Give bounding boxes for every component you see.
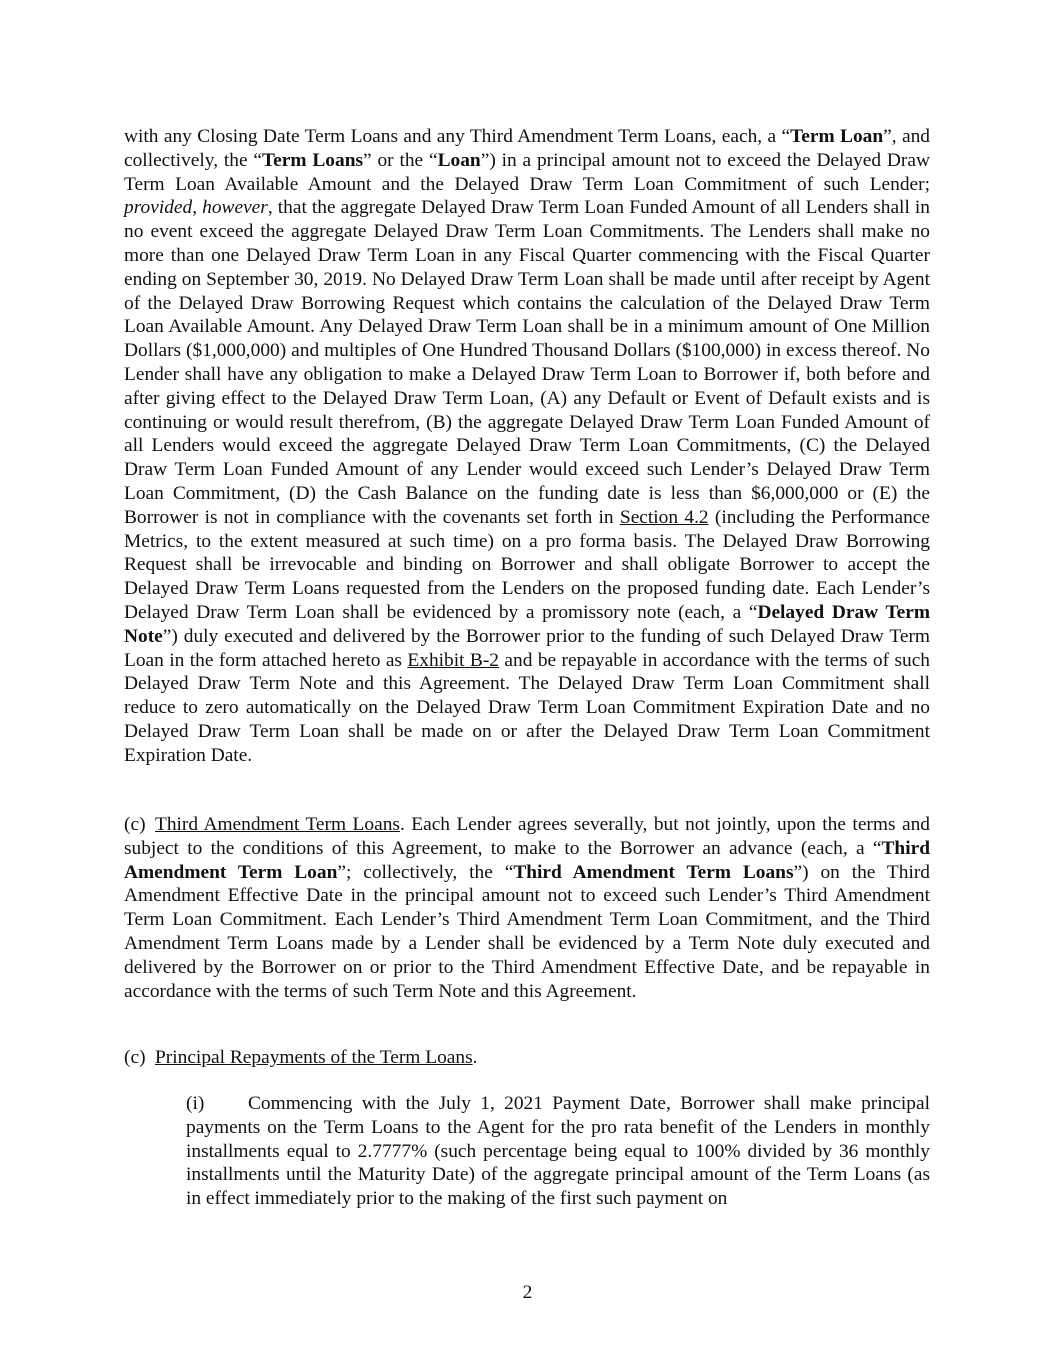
paragraph-principal-repayments [124,1046,930,1070]
defined-term: Loan [437,149,481,171]
defined-term: Term Loan [790,126,884,147]
text: . Each Lender agrees severally, but not jointly, upon the terms and subject to the conditions of this Agreement, to make to the Borrower an advance (each, a “ [124,814,930,859]
defined-term: Delayed Draw Term Note [124,601,930,647]
paragraph-third-amendment-term-loans [124,813,930,1003]
text: ”; collectively, the “ [337,861,514,883]
cross-reference: Exhibit B-2 [407,649,499,671]
subsection-label: (i) [186,1093,205,1114]
emphasis: provided [124,197,193,219]
text: (including the Performance Metrics, to the extent measured at such time) on a pro forma basis. The Delayed Draw Borrowing Request shall be irrevocable and binding on Borrower and shall obligate Borrower to accept the Delayed Draw Term Loans requested from the Lenders on the proposed funding date. Each Lender’s Delayed Draw Term Loan shall be evidenced by a promissory note (each, a “ [124,506,931,623]
text: ”) duly executed and delivered by the Borrower prior to the funding of such Delayed Draw Term Loan in the form attached hereto as [124,625,930,671]
text: Commencing with the July 1, 2021 Payment Date, Borrower shall make principal payments on the Term Loans to the Agent for the pro rata benefit of the Lenders in monthly installments equal to 2.7777% (such percentage being equal to 100% divided by 36 monthly installments until the Maturity Date) of the aggregate principal amount of the Term Loans (as in effect immediately prior to the making of the first such payment on [186,1093,930,1210]
subparagraph-i [186,1092,930,1211]
cross-reference: Section 4.2 [619,506,709,528]
section-heading: Principal Repayments of the Term Loans [155,1047,473,1068]
defined-term: Term Loans [262,149,364,171]
text: with any Closing Date Term Loans and any Third Amendment Term Loans, each, a “ [124,126,791,147]
page-number: 2 [522,1282,533,1303]
text: , [192,197,203,219]
text: ”) in a principal amount not to exceed the Delayed Draw Term Loan Available Amount and the Delayed Draw Term Loan Commitment of such Lender; [124,149,930,195]
section-heading: Third Amendment Term Loans [155,814,400,835]
paragraph-delayed-draw-term-loans [124,125,930,768]
emphasis: however [202,197,268,219]
text: and be repayable in accordance with the terms of such Delayed Draw Term Note and this Agreement. The Delayed Draw Term Loan Commitment shall reduce to zero automatically on the Delayed Draw Term Loan Commitment Expiration Date and no Delayed Draw Term Loan shall be made on or after the Delayed Draw Term Loan Commitment Expiration Date. [124,649,930,766]
text: ”) on the Third Amendment Effective Date in the principal amount not to exceed such Lender’s Third Amendment Term Loan Commitment. Each Lender’s Third Amendment Term Loan Commitment, and the Third Amendment Term Loans made by a Lender shall be evidenced by a Term Note duly executed and delivered by the Borrower on or prior to the Third Amendment Effective Date, and be repayable in accordance with the terms of such Term Note and this Agreement. [124,861,931,1002]
text: . [472,1047,478,1068]
text: ” or the “ [363,149,438,171]
defined-term: Third Amendment Term Loan [124,837,930,883]
defined-term: Third Amendment Term Loans [513,861,794,883]
text: ”, and collectively, the “ [124,126,930,171]
section-label: (c) [124,1047,146,1068]
text: , that the aggregate Delayed Draw Term Loan Funded Amount of all Lenders shall in no event exceed the aggregate Delayed Draw Term Loan Commitments. The Lenders shall make no more than one Delayed Draw Term Loan in any Fiscal Quarter commencing with the Fiscal Quarter ending on September 30, 2019. No Delayed Draw Term Loan shall be made until after receipt by Agent of the Delayed Draw Borrowing Request which contains the calculation of the Delayed Draw Term Loan Available Amount. Any Delayed Draw Term Loan shall be in a minimum amount of One Million Dollars ($1,000,000) and multiples of One Hundred Thousand Dollars ($100,000) in excess thereof. No Lender shall have any obligation to make a Delayed Draw Term Loan to Borrower if, both before and after giving effect to the Delayed Draw Term Loan, (A) any Default or Event of Default exists and is continuing or would result therefrom, (B) the aggregate Delayed Draw Term Loan Funded Amount of all Lenders would exceed the aggregate Delayed Draw Term Loan Commitments, (C) the Delayed Draw Term Loan Funded Amount of any Lender would exceed such Lender’s Delayed Draw Term Loan Commitment, (D) the Cash Balance on the funding date is less than $6,000,000 or (E) the Borrower is not in compliance with the covenants set forth in [124,197,930,528]
section-label: (c) [124,814,146,835]
